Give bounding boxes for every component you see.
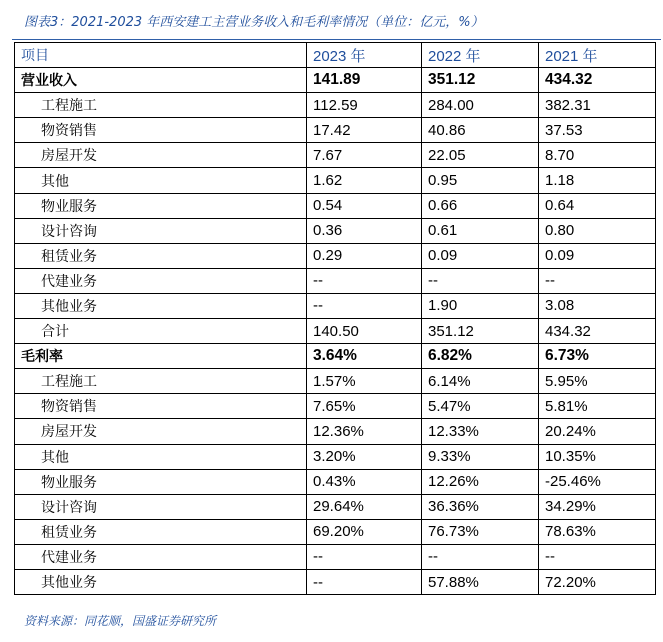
cell-2021: -25.46%	[539, 469, 656, 494]
cell-2023: 7.67	[307, 143, 422, 168]
cell-2021: 8.70	[539, 143, 656, 168]
table-row	[15, 218, 656, 243]
row-label: 工程施工	[15, 369, 307, 394]
cell-2022: --	[422, 544, 539, 569]
cell-2021: 34.29%	[539, 494, 656, 519]
cell-2021: 3.08	[539, 293, 656, 318]
cell-2022: 9.33%	[422, 444, 539, 469]
header-2023: 2023 年	[307, 43, 422, 68]
table-row	[15, 193, 656, 218]
cell-2021: 382.31	[539, 93, 656, 118]
cell-2023: 140.50	[307, 319, 422, 344]
table-row	[15, 118, 656, 143]
cell-2023: 112.59	[307, 93, 422, 118]
row-label: 物业服务	[15, 469, 307, 494]
table-row	[15, 293, 656, 318]
cell-2022: --	[422, 268, 539, 293]
cell-2021: 1.18	[539, 168, 656, 193]
cell-2023: 0.43%	[307, 469, 422, 494]
table-row	[15, 569, 656, 594]
cell-2021: 72.20%	[539, 569, 656, 594]
cell-2023: 1.62	[307, 168, 422, 193]
cell-2021: 37.53	[539, 118, 656, 143]
cell-2023: 141.89	[307, 68, 422, 93]
cell-2023: --	[307, 293, 422, 318]
table-row	[15, 93, 656, 118]
cell-2021: --	[539, 544, 656, 569]
table-section-row	[15, 344, 656, 369]
cell-2023: --	[307, 569, 422, 594]
row-label: 营业收入	[15, 68, 307, 93]
table-row	[15, 143, 656, 168]
header-2022: 2022 年	[422, 43, 539, 68]
cell-2022: 6.82%	[422, 344, 539, 369]
cell-2021: 20.24%	[539, 419, 656, 444]
cell-2021: 5.95%	[539, 369, 656, 394]
row-label: 租赁业务	[15, 519, 307, 544]
table-row	[15, 243, 656, 268]
table-row	[15, 369, 656, 394]
row-label: 其他业务	[15, 293, 307, 318]
table-row	[15, 168, 656, 193]
cell-2022: 0.09	[422, 243, 539, 268]
row-label: 其他	[15, 444, 307, 469]
cell-2023: 17.42	[307, 118, 422, 143]
cell-2023: 3.64%	[307, 344, 422, 369]
cell-2021: 5.81%	[539, 394, 656, 419]
row-label: 代建业务	[15, 544, 307, 569]
row-label: 设计咨询	[15, 494, 307, 519]
cell-2021: 78.63%	[539, 519, 656, 544]
cell-2023: --	[307, 544, 422, 569]
cell-2022: 351.12	[422, 68, 539, 93]
cell-2023: 69.20%	[307, 519, 422, 544]
table-row	[15, 494, 656, 519]
row-label: 毛利率	[15, 344, 307, 369]
cell-2023: 12.36%	[307, 419, 422, 444]
cell-2021: 434.32	[539, 319, 656, 344]
row-label: 设计咨询	[15, 218, 307, 243]
table-section-row	[15, 68, 656, 93]
cell-2023: 3.20%	[307, 444, 422, 469]
cell-2023: 0.36	[307, 218, 422, 243]
row-label: 合计	[15, 319, 307, 344]
row-label: 房屋开发	[15, 419, 307, 444]
row-label: 物资销售	[15, 118, 307, 143]
cell-2023: 1.57%	[307, 369, 422, 394]
table-header	[15, 43, 656, 68]
row-label: 其他业务	[15, 569, 307, 594]
table-body	[15, 68, 656, 595]
table-row	[15, 419, 656, 444]
table-row	[15, 268, 656, 293]
header-2021: 2021 年	[539, 43, 656, 68]
table-row	[15, 544, 656, 569]
cell-2023: 0.54	[307, 193, 422, 218]
cell-2022: 1.90	[422, 293, 539, 318]
cell-2022: 36.36%	[422, 494, 539, 519]
cell-2021: 434.32	[539, 68, 656, 93]
table-row	[15, 444, 656, 469]
row-label: 房屋开发	[15, 143, 307, 168]
table-row	[15, 394, 656, 419]
cell-2022: 284.00	[422, 93, 539, 118]
row-label: 租赁业务	[15, 243, 307, 268]
cell-2022: 76.73%	[422, 519, 539, 544]
title-divider	[12, 39, 661, 40]
cell-2022: 12.26%	[422, 469, 539, 494]
cell-2022: 0.66	[422, 193, 539, 218]
table-row	[15, 519, 656, 544]
cell-2022: 6.14%	[422, 369, 539, 394]
cell-2021: 0.09	[539, 243, 656, 268]
cell-2022: 12.33%	[422, 419, 539, 444]
cell-2022: 0.95	[422, 168, 539, 193]
cell-2022: 57.88%	[422, 569, 539, 594]
row-label: 其他	[15, 168, 307, 193]
row-label: 物资销售	[15, 394, 307, 419]
cell-2023: 29.64%	[307, 494, 422, 519]
cell-2023: 0.29	[307, 243, 422, 268]
figure-title: 图表3：2021-2023 年西安建工主营业务收入和毛利率情况（单位：亿元，%）	[24, 15, 484, 30]
row-label: 工程施工	[15, 93, 307, 118]
cell-2021: 0.80	[539, 218, 656, 243]
cell-2023: --	[307, 268, 422, 293]
cell-2022: 5.47%	[422, 394, 539, 419]
cell-2022: 40.86	[422, 118, 539, 143]
cell-2021: --	[539, 268, 656, 293]
cell-2022: 351.12	[422, 319, 539, 344]
revenue-margin-table	[14, 42, 656, 595]
cell-2023: 7.65%	[307, 394, 422, 419]
cell-2022: 0.61	[422, 218, 539, 243]
cell-2021: 10.35%	[539, 444, 656, 469]
cell-2021: 0.64	[539, 193, 656, 218]
table-row	[15, 319, 656, 344]
cell-2021: 6.73%	[539, 344, 656, 369]
row-label: 物业服务	[15, 193, 307, 218]
row-label: 代建业务	[15, 268, 307, 293]
source-note: 资料来源：同花顺，国盛证券研究所	[24, 614, 217, 628]
header-row	[15, 43, 656, 68]
header-item: 项目	[15, 43, 307, 68]
cell-2022: 22.05	[422, 143, 539, 168]
table-row	[15, 469, 656, 494]
